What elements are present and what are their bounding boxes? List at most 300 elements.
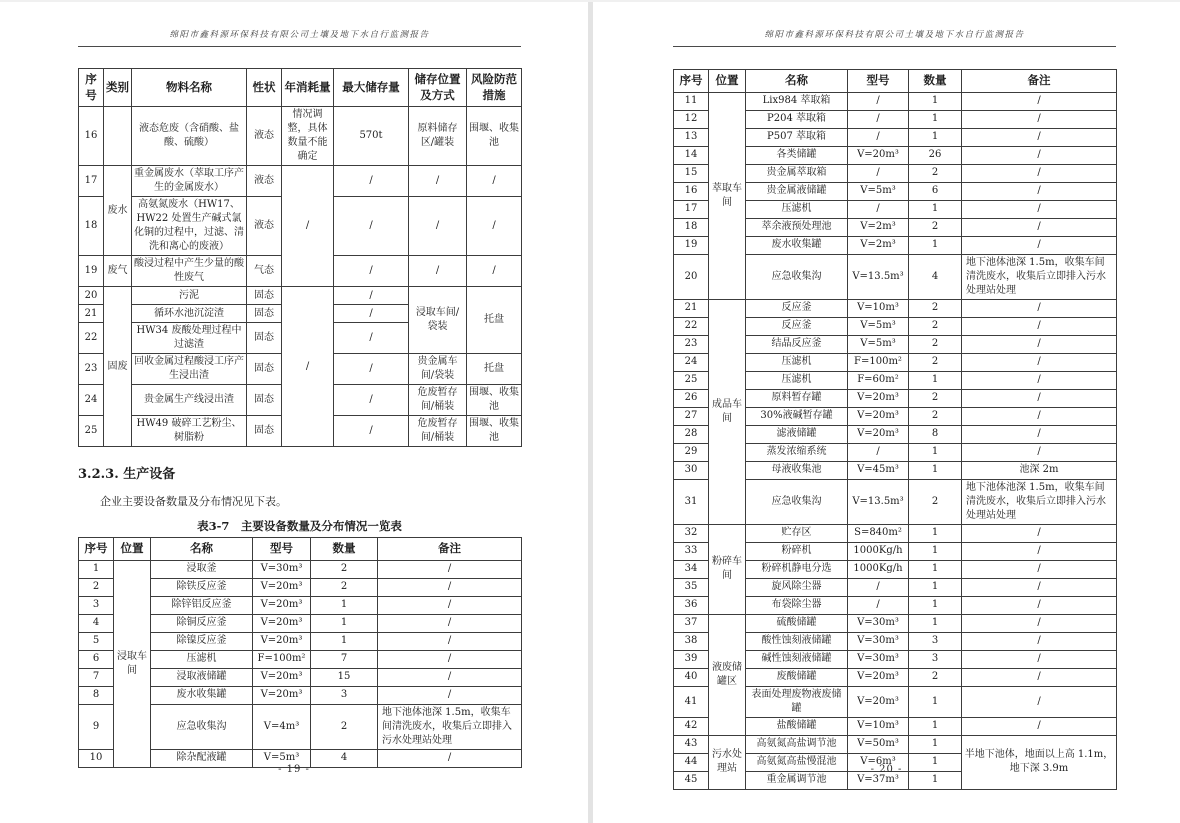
table-cell: 高氨氮高盐慢混池 bbox=[746, 753, 848, 771]
table-cell: V=5m³ bbox=[253, 749, 311, 767]
table-cell: / bbox=[962, 443, 1117, 461]
table-row bbox=[674, 735, 1117, 753]
table-cell: 各类储罐 bbox=[746, 146, 848, 164]
table-cell: / bbox=[962, 686, 1117, 717]
table-cell: 地下池体池深 1.5m，收集车间清洗废水，收集后立即排入污水处理站处理 bbox=[378, 704, 522, 749]
table-cell: 危废暂存间/桶装 bbox=[409, 385, 467, 416]
table-cell: / bbox=[467, 166, 522, 197]
table-cell: V=20m³ bbox=[848, 146, 909, 164]
table-cell: V=20m³ bbox=[848, 668, 909, 686]
table-cell: / bbox=[378, 560, 522, 578]
table-cell: 固态 bbox=[247, 416, 282, 447]
table-cell: 1 bbox=[909, 542, 962, 560]
table-cell: 贮存区 bbox=[746, 524, 848, 542]
table-cell: / bbox=[962, 146, 1117, 164]
table-cell: 地下池体池深 1.5m，收集车间清洗废水，收集后立即排入污水处理站处理 bbox=[962, 254, 1117, 299]
column-header: 名称 bbox=[746, 70, 848, 93]
table-cell: 1 bbox=[909, 735, 962, 753]
table-cell: / bbox=[848, 128, 909, 146]
table-cell: 7 bbox=[79, 668, 114, 686]
table-cell: 3 bbox=[311, 686, 378, 704]
table-cell: 1 bbox=[311, 614, 378, 632]
table-cell: 19 bbox=[79, 256, 104, 287]
table-cell: / bbox=[378, 614, 522, 632]
table-cell: 21 bbox=[79, 305, 104, 323]
table-cell: 32 bbox=[674, 524, 709, 542]
table-cell: / bbox=[962, 371, 1117, 389]
table-cell: 18 bbox=[674, 218, 709, 236]
table-cell: 除铁反应釜 bbox=[151, 578, 253, 596]
table-cell: 重金属废水（萃取工序产生的金属废水） bbox=[132, 166, 247, 197]
table-cell: / bbox=[848, 200, 909, 218]
table-cell: 5 bbox=[79, 632, 114, 650]
table-cell: 2 bbox=[909, 389, 962, 407]
table-cell: 粉碎车间 bbox=[709, 524, 746, 614]
table-cell: 1 bbox=[909, 596, 962, 614]
page-left-content bbox=[78, 2, 521, 768]
table-cell: 硫酸储罐 bbox=[746, 614, 848, 632]
table-cell: / bbox=[378, 668, 522, 686]
table-row bbox=[674, 299, 1117, 317]
table-cell: 1 bbox=[909, 92, 962, 110]
table-cell: 8 bbox=[909, 425, 962, 443]
table-cell: 2 bbox=[311, 704, 378, 749]
table-cell: 高氨氮废水（HW17、HW22 处置生产碱式氯化铜的过程中，过滤、清洗和离心的废液） bbox=[132, 197, 247, 256]
table-cell: 萃余液预处理池 bbox=[746, 218, 848, 236]
table-cell: V=30m³ bbox=[848, 650, 909, 668]
table-cell: 26 bbox=[674, 389, 709, 407]
column-header: 序号 bbox=[79, 69, 104, 107]
table-cell: 固态 bbox=[247, 385, 282, 416]
table-cell: / bbox=[962, 578, 1117, 596]
table-cell: / bbox=[334, 354, 409, 385]
table-cell: 碱性蚀刻液储罐 bbox=[746, 650, 848, 668]
table-cell: 粉碎机静电分选 bbox=[746, 560, 848, 578]
running-header: 绵阳市鑫科源环保科技有限公司土壤及地下水自行监测报告 bbox=[78, 28, 521, 47]
table-cell: 1000Kg/h bbox=[848, 542, 909, 560]
table-cell: V=20m³ bbox=[253, 686, 311, 704]
table-cell: 酸浸过程中产生少量的酸性废气 bbox=[132, 256, 247, 287]
table-cell: / bbox=[334, 416, 409, 447]
table-cell: 除杂配液罐 bbox=[151, 749, 253, 767]
table-cell: 20 bbox=[79, 287, 104, 305]
table-cell: V=5m³ bbox=[848, 335, 909, 353]
table-cell: 压滤机 bbox=[746, 353, 848, 371]
table-cell: 44 bbox=[674, 753, 709, 771]
table-cell: 固态 bbox=[247, 354, 282, 385]
table-cell: 2 bbox=[909, 299, 962, 317]
column-header: 位置 bbox=[114, 538, 151, 561]
table-cell: 1 bbox=[909, 236, 962, 254]
column-header: 储存位置及方式 bbox=[409, 69, 467, 107]
column-header: 备注 bbox=[378, 538, 522, 561]
table-cell: / bbox=[962, 632, 1117, 650]
table-cell: V=30m³ bbox=[848, 614, 909, 632]
table-cell: 9 bbox=[79, 704, 114, 749]
table-cell: / bbox=[467, 197, 522, 256]
table-cell: / bbox=[848, 578, 909, 596]
table-cell: 压滤机 bbox=[746, 371, 848, 389]
table-cell: 废水 bbox=[104, 166, 132, 256]
table-cell: 液态 bbox=[247, 197, 282, 256]
table-cell: 15 bbox=[674, 164, 709, 182]
column-header: 数量 bbox=[311, 538, 378, 561]
table-cell: 浸取车间/袋装 bbox=[409, 287, 467, 354]
table-cell: 37 bbox=[674, 614, 709, 632]
table-cell: 4 bbox=[311, 749, 378, 767]
table-cell: 42 bbox=[674, 717, 709, 735]
table-cell: 30 bbox=[674, 461, 709, 479]
table-cell: V=10m³ bbox=[848, 299, 909, 317]
table-cell: 8 bbox=[79, 686, 114, 704]
table-cell: 浸取车间 bbox=[114, 560, 151, 767]
table-cell: 1 bbox=[909, 461, 962, 479]
table-cell: 废酸储罐 bbox=[746, 668, 848, 686]
table-cell: / bbox=[334, 385, 409, 416]
table-cell: / bbox=[334, 305, 409, 323]
table-cell: 10 bbox=[79, 749, 114, 767]
table-cell: 1 bbox=[311, 596, 378, 614]
table-cell: 15 bbox=[311, 668, 378, 686]
table-cell: 围堰、收集池 bbox=[467, 385, 522, 416]
table-cell: 12 bbox=[674, 110, 709, 128]
table-cell: V=20m³ bbox=[848, 389, 909, 407]
table-cell: 19 bbox=[674, 236, 709, 254]
table-cell: 2 bbox=[909, 353, 962, 371]
table-cell: 情况调整，具体数量不能确定 bbox=[282, 107, 334, 166]
table-cell: 液态危废（含硝酸、盐酸、硫酸） bbox=[132, 107, 247, 166]
table-cell: / bbox=[962, 717, 1117, 735]
table-cell: 粉碎机 bbox=[746, 542, 848, 560]
table-cell: 2 bbox=[909, 317, 962, 335]
table-cell: 6 bbox=[909, 182, 962, 200]
table-cell: / bbox=[962, 335, 1117, 353]
page-number-left: - 19 - bbox=[278, 764, 310, 775]
table-cell: 托盘 bbox=[467, 354, 522, 385]
table-cell: 反应釜 bbox=[746, 299, 848, 317]
table-cell: V=30m³ bbox=[848, 632, 909, 650]
table-cell: 2 bbox=[909, 479, 962, 524]
table-cell: 贵金属生产线浸出渣 bbox=[132, 385, 247, 416]
table-cell: HW34 废酸处理过程中过滤渣 bbox=[132, 323, 247, 354]
table-cell: 1 bbox=[909, 371, 962, 389]
table-cell: 4 bbox=[79, 614, 114, 632]
table-cell: V=45m³ bbox=[848, 461, 909, 479]
table-cell: / bbox=[334, 287, 409, 305]
table-cell: / bbox=[378, 650, 522, 668]
table-cell: F=60m² bbox=[848, 371, 909, 389]
table-cell: 11 bbox=[674, 92, 709, 110]
table-cell: / bbox=[962, 218, 1117, 236]
table-cell: 13 bbox=[674, 128, 709, 146]
table-cell: V=30m³ bbox=[253, 560, 311, 578]
table-cell: 570t bbox=[334, 107, 409, 166]
table-cell: 3 bbox=[909, 650, 962, 668]
table-cell: 1 bbox=[909, 560, 962, 578]
table-cell: 1 bbox=[909, 578, 962, 596]
table-cell: / bbox=[962, 299, 1117, 317]
table-cell: 7 bbox=[311, 650, 378, 668]
table-cell: / bbox=[962, 317, 1117, 335]
table-cell: 28 bbox=[674, 425, 709, 443]
table-cell: 布袋除尘器 bbox=[746, 596, 848, 614]
table-cell: 2 bbox=[909, 164, 962, 182]
table-cell: V=2m³ bbox=[848, 218, 909, 236]
table-cell: 固废 bbox=[104, 287, 132, 447]
table-cell: 23 bbox=[79, 354, 104, 385]
table-cell bbox=[104, 107, 132, 166]
table-cell: / bbox=[962, 92, 1117, 110]
table-cell: 围堰、收集池 bbox=[467, 416, 522, 447]
table-cell: Lix984 萃取箱 bbox=[746, 92, 848, 110]
table-cell: 40 bbox=[674, 668, 709, 686]
table-cell: 废气 bbox=[104, 256, 132, 287]
table-cell: / bbox=[962, 200, 1117, 218]
table-cell: / bbox=[962, 596, 1117, 614]
table-cell: 24 bbox=[79, 385, 104, 416]
page-right bbox=[593, 2, 1180, 823]
table-cell: 41 bbox=[674, 686, 709, 717]
table-cell: / bbox=[962, 407, 1117, 425]
column-header: 性状 bbox=[247, 69, 282, 107]
table-cell: / bbox=[962, 524, 1117, 542]
table-cell: / bbox=[962, 389, 1117, 407]
table-cell: V=20m³ bbox=[253, 632, 311, 650]
table-cell: 污泥 bbox=[132, 287, 247, 305]
column-header: 最大储存量 bbox=[334, 69, 409, 107]
table-cell: / bbox=[378, 686, 522, 704]
table-cell: 液态 bbox=[247, 166, 282, 197]
table-cell: V=6m³ bbox=[848, 753, 909, 771]
equipment-table-p1-header-row bbox=[79, 538, 522, 561]
table-cell: 2 bbox=[909, 407, 962, 425]
table-cell: 固态 bbox=[247, 287, 282, 305]
column-header: 类别 bbox=[104, 69, 132, 107]
table-cell: 31 bbox=[674, 479, 709, 524]
equipment-table-page1 bbox=[78, 537, 522, 768]
table-cell: / bbox=[378, 632, 522, 650]
table-cell: 除锌铝反应釜 bbox=[151, 596, 253, 614]
table-cell: 萃取车间 bbox=[709, 92, 746, 299]
table-cell: V=20m³ bbox=[848, 407, 909, 425]
table-cell: 17 bbox=[79, 166, 104, 197]
equipment-table-page2 bbox=[673, 69, 1117, 790]
table-cell: / bbox=[334, 166, 409, 197]
table-cell: / bbox=[962, 128, 1117, 146]
table-cell: / bbox=[962, 164, 1117, 182]
table-cell: 1 bbox=[909, 200, 962, 218]
table-cell: 1 bbox=[909, 686, 962, 717]
table-cell: / bbox=[848, 164, 909, 182]
table-cell: 重金属调节池 bbox=[746, 771, 848, 789]
table-cell: 污水处理站 bbox=[709, 735, 746, 789]
table-cell: 35 bbox=[674, 578, 709, 596]
table-cell: V=5m³ bbox=[848, 182, 909, 200]
table-cell: V=13.5m³ bbox=[848, 479, 909, 524]
page-number-right: - 20 - bbox=[870, 764, 903, 775]
table-cell: 38 bbox=[674, 632, 709, 650]
table-cell: 固态 bbox=[247, 305, 282, 323]
table-cell: 45 bbox=[674, 771, 709, 789]
table-cell: 17 bbox=[674, 200, 709, 218]
table-cell: / bbox=[848, 92, 909, 110]
table-cell: / bbox=[848, 596, 909, 614]
table-cell: V=20m³ bbox=[848, 425, 909, 443]
table-row bbox=[79, 560, 522, 578]
table-cell: 蒸发浓缩系统 bbox=[746, 443, 848, 461]
table-cell: 循环水池沉淀渣 bbox=[132, 305, 247, 323]
table-cell: 浸取液储罐 bbox=[151, 668, 253, 686]
intro-paragraph: 企业主要设备数量及分布情况见下表。 bbox=[100, 495, 287, 509]
table-cell: / bbox=[848, 110, 909, 128]
table-cell: 2 bbox=[909, 335, 962, 353]
table-cell: 原料暂存罐 bbox=[746, 389, 848, 407]
table-cell: 3 bbox=[909, 632, 962, 650]
table-cell: 固态 bbox=[247, 323, 282, 354]
table-cell: / bbox=[282, 287, 334, 447]
table-cell: / bbox=[962, 425, 1117, 443]
table-cell: 30%液碱暂存罐 bbox=[746, 407, 848, 425]
table-cell: 20 bbox=[674, 254, 709, 299]
table-cell: 应急收集沟 bbox=[746, 479, 848, 524]
table-cell: 33 bbox=[674, 542, 709, 560]
table-cell: 1 bbox=[909, 717, 962, 735]
equipment-table-p2-header-row bbox=[674, 70, 1117, 93]
table-cell: 1 bbox=[909, 128, 962, 146]
table-cell: 废水收集罐 bbox=[746, 236, 848, 254]
table-cell: 18 bbox=[79, 197, 104, 256]
table-cell: 6 bbox=[79, 650, 114, 668]
table-cell: 危废暂存间/桶装 bbox=[409, 416, 467, 447]
table-cell: 14 bbox=[674, 146, 709, 164]
table-row bbox=[79, 166, 522, 197]
table-cell: 成品车间 bbox=[709, 299, 746, 524]
table-cell: V=2m³ bbox=[848, 236, 909, 254]
table-cell: 2 bbox=[909, 218, 962, 236]
table-cell: 半地下池体，地面以上高 1.1m，地下深 3.9m bbox=[962, 735, 1117, 789]
table-cell: 1 bbox=[311, 632, 378, 650]
table-cell: V=13.5m³ bbox=[848, 254, 909, 299]
table-cell: 压滤机 bbox=[746, 200, 848, 218]
table-row bbox=[79, 107, 522, 166]
table-cell: 酸性蚀刻液储罐 bbox=[746, 632, 848, 650]
table-cell: V=37m³ bbox=[848, 771, 909, 789]
section-heading: 3.2.3. 生产设备 bbox=[78, 467, 176, 483]
table-cell: / bbox=[962, 353, 1117, 371]
table-cell: P204 萃取箱 bbox=[746, 110, 848, 128]
table-cell: / bbox=[409, 256, 467, 287]
table-cell: 高氨氮高盐调节池 bbox=[746, 735, 848, 753]
table-cell: 21 bbox=[674, 299, 709, 317]
table-cell: V=4m³ bbox=[253, 704, 311, 749]
table-row bbox=[674, 92, 1117, 110]
table-cell: / bbox=[962, 182, 1117, 200]
table-cell: / bbox=[962, 542, 1117, 560]
table-cell: V=5m³ bbox=[848, 317, 909, 335]
table-cell: 3 bbox=[79, 596, 114, 614]
table-cell: 43 bbox=[674, 735, 709, 753]
table-cell: 1 bbox=[909, 524, 962, 542]
column-header: 名称 bbox=[151, 538, 253, 561]
page-right-content bbox=[673, 2, 1116, 790]
table-cell: 24 bbox=[674, 353, 709, 371]
materials-table bbox=[78, 68, 522, 447]
table-cell: 23 bbox=[674, 335, 709, 353]
column-header: 序号 bbox=[79, 538, 114, 561]
table-cell: / bbox=[334, 197, 409, 256]
table-cell: V=20m³ bbox=[253, 668, 311, 686]
table-cell: 液态 bbox=[247, 107, 282, 166]
table-cell: 表面处理废物液废储罐 bbox=[746, 686, 848, 717]
table-cell: 回收金属过程酸浸工序产生浸出渣 bbox=[132, 354, 247, 385]
table-cell: 22 bbox=[674, 317, 709, 335]
column-header: 型号 bbox=[848, 70, 909, 93]
table-cell: 母液收集池 bbox=[746, 461, 848, 479]
materials-table-header-row bbox=[79, 69, 522, 107]
table-cell: 39 bbox=[674, 650, 709, 668]
page-left bbox=[0, 2, 588, 823]
table-cell: / bbox=[962, 668, 1117, 686]
column-header: 型号 bbox=[253, 538, 311, 561]
table-cell: V=10m³ bbox=[848, 717, 909, 735]
column-header: 物料名称 bbox=[132, 69, 247, 107]
table-cell: 25 bbox=[79, 416, 104, 447]
column-header: 风险防范措施 bbox=[467, 69, 522, 107]
table-cell: / bbox=[334, 256, 409, 287]
table-cell: 池深 2m bbox=[962, 461, 1117, 479]
table-cell: 围堰、收集池 bbox=[467, 107, 522, 166]
table-cell: 废水收集罐 bbox=[151, 686, 253, 704]
table-cell: 压滤机 bbox=[151, 650, 253, 668]
table-cell: / bbox=[962, 650, 1117, 668]
table-cell: 结晶反应釜 bbox=[746, 335, 848, 353]
table-cell: 应急收集沟 bbox=[746, 254, 848, 299]
table-cell: 托盘 bbox=[467, 287, 522, 354]
table-cell: 27 bbox=[674, 407, 709, 425]
table-cell: HW49 破碎工艺粉尘、树脂粉 bbox=[132, 416, 247, 447]
table-cell: 贵金属车间/袋装 bbox=[409, 354, 467, 385]
table-cell: / bbox=[467, 256, 522, 287]
table-cell: V=20m³ bbox=[253, 578, 311, 596]
column-header: 年消耗量 bbox=[282, 69, 334, 107]
table-cell: / bbox=[848, 443, 909, 461]
table-row bbox=[674, 524, 1117, 542]
table-cell: 29 bbox=[674, 443, 709, 461]
table-cell: 旋风除尘器 bbox=[746, 578, 848, 596]
table-row bbox=[79, 287, 522, 305]
table-cell: / bbox=[409, 197, 467, 256]
column-header: 序号 bbox=[674, 70, 709, 93]
table-cell: 16 bbox=[79, 107, 104, 166]
table-cell: 滤液储罐 bbox=[746, 425, 848, 443]
table-cell: 盐酸储罐 bbox=[746, 717, 848, 735]
column-header: 数量 bbox=[909, 70, 962, 93]
table-cell: 2 bbox=[311, 578, 378, 596]
table-cell: / bbox=[962, 110, 1117, 128]
table-cell: 22 bbox=[79, 323, 104, 354]
table-cell: / bbox=[962, 614, 1117, 632]
table-cell: V=50m³ bbox=[848, 735, 909, 753]
table-cell: F=100m² bbox=[848, 353, 909, 371]
table-cell: / bbox=[378, 596, 522, 614]
table-cell: 应急收集沟 bbox=[151, 704, 253, 749]
table-cell: 除镍反应釜 bbox=[151, 632, 253, 650]
column-header: 备注 bbox=[962, 70, 1117, 93]
table-cell: / bbox=[378, 749, 522, 767]
table-cell: 2 bbox=[311, 560, 378, 578]
table-cell: / bbox=[378, 578, 522, 596]
table-cell: 浸取釜 bbox=[151, 560, 253, 578]
